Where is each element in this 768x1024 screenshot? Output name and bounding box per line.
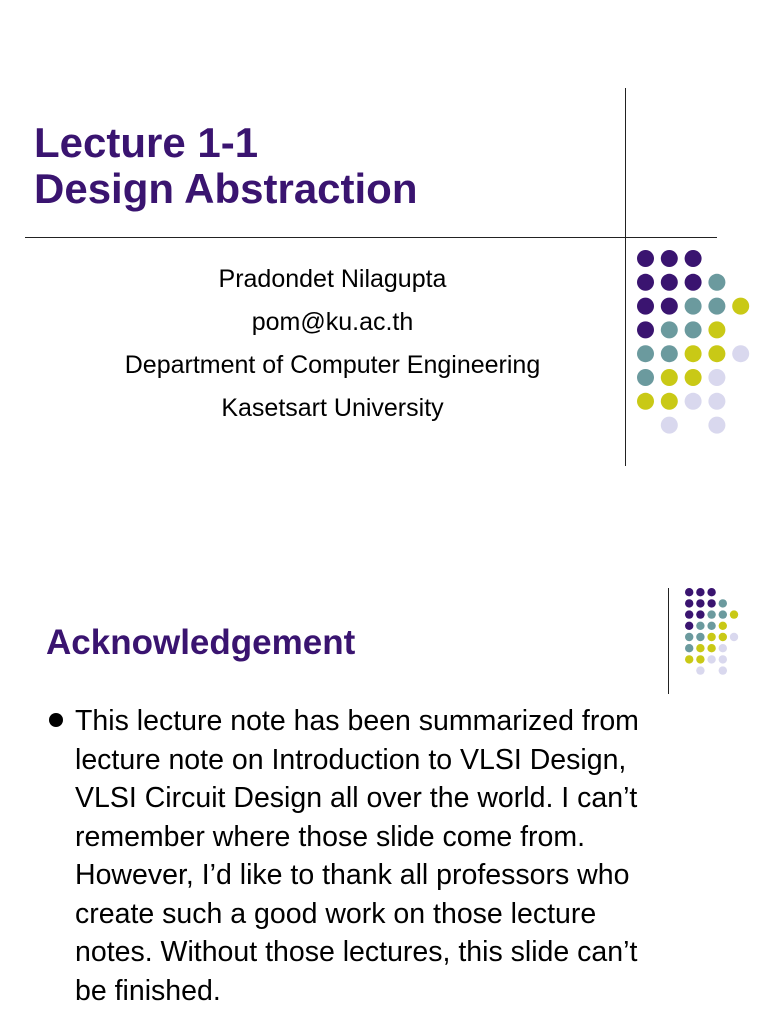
decorative-dot: [685, 321, 702, 338]
university-name: Kasetsart University: [221, 394, 444, 422]
decorative-dot: [719, 633, 727, 641]
decorative-dot: [708, 321, 725, 338]
bullet-list: [46, 702, 746, 1010]
decorative-dot: [661, 250, 678, 267]
title-line-1: Lecture 1-1: [34, 119, 259, 166]
decorative-dot: [730, 633, 738, 641]
decorative-dot: [719, 644, 727, 652]
decorative-dot: [685, 644, 693, 652]
decorative-dot: [685, 588, 693, 596]
decorative-dot: [707, 655, 715, 663]
decorative-dot: [685, 393, 702, 410]
dot-grid-decoration-icon: [684, 587, 751, 676]
slide-heading: Acknowledgement: [46, 623, 356, 662]
department-name: Department of Computer Engineering: [124, 351, 541, 379]
list-item: [46, 702, 746, 1010]
decorative-dot: [685, 369, 702, 386]
dot-grid-decoration-icon: [636, 249, 768, 435]
decorative-dot: [696, 622, 704, 630]
vertical-divider: [668, 588, 669, 694]
decorative-dot: [661, 321, 678, 338]
decorative-dot: [685, 633, 693, 641]
decorative-dot: [685, 274, 702, 291]
decorative-dot: [696, 644, 704, 652]
decorative-dot: [732, 345, 749, 362]
bullet-line: VLSI Circuit Design all over the world. I can’t: [75, 782, 638, 814]
decorative-dot: [637, 321, 654, 338]
decorative-dot: [637, 345, 654, 362]
page-title: [34, 120, 418, 212]
decorative-dot: [685, 599, 693, 607]
slide-acknowledgement: [0, 512, 768, 1024]
decorative-dot: [708, 298, 725, 315]
decorative-dot: [661, 369, 678, 386]
bullet-line: notes. Without those lectures, this slide can’t: [75, 936, 638, 968]
decorative-dot: [719, 622, 727, 630]
decorative-dot: [685, 250, 702, 267]
bullet-line: This lecture note has been summarized from: [75, 705, 639, 737]
decorative-dot: [719, 655, 727, 663]
decorative-dot: [708, 274, 725, 291]
dot-grid-svg: [684, 587, 751, 676]
bullet-line: remember where those slide come from.: [75, 820, 586, 853]
dot-grid-svg: [636, 249, 768, 435]
bullet-line: be finished.: [75, 974, 221, 1007]
decorative-dot: [637, 298, 654, 315]
author-info: [60, 258, 605, 430]
decorative-dot: [708, 345, 725, 362]
decorative-dot: [685, 610, 693, 618]
decorative-dot: [696, 588, 704, 596]
decorative-dot: [637, 250, 654, 267]
bullet-line: create such a good work on those lecture: [75, 897, 597, 930]
decorative-dot: [696, 610, 704, 618]
decorative-dot: [707, 633, 715, 641]
decorative-dot: [696, 633, 704, 641]
decorative-dot: [661, 298, 678, 315]
decorative-dot: [719, 599, 727, 607]
title-line-2: Design Abstraction: [34, 165, 418, 212]
decorative-dot: [707, 610, 715, 618]
decorative-dot: [708, 417, 725, 434]
decorative-dot: [637, 393, 654, 410]
decorative-dot: [661, 274, 678, 291]
decorative-dot: [661, 393, 678, 410]
decorative-dot: [708, 369, 725, 386]
decorative-dot: [719, 666, 727, 674]
vertical-divider: [625, 88, 626, 466]
author-email: pom@ku.ac.th: [251, 308, 414, 336]
bullet-line: lecture note on Introduction to VLSI Design,: [75, 743, 627, 776]
decorative-dot: [707, 644, 715, 652]
decorative-dot: [637, 369, 654, 386]
decorative-dot: [661, 417, 678, 434]
decorative-dot: [707, 588, 715, 596]
decorative-dot: [685, 622, 693, 630]
bullet-dot-icon: [49, 713, 63, 727]
decorative-dot: [685, 655, 693, 663]
bullet-text: [75, 702, 746, 1010]
decorative-dot: [685, 298, 702, 315]
decorative-dot: [707, 622, 715, 630]
decorative-dot: [696, 599, 704, 607]
decorative-dot: [730, 610, 738, 618]
decorative-dot: [637, 274, 654, 291]
bullet-line: However, I’d like to thank all professors who: [75, 859, 630, 891]
decorative-dot: [719, 610, 727, 618]
author-name: Pradondet Nilagupta: [218, 265, 447, 293]
decorative-dot: [696, 666, 704, 674]
decorative-dot: [708, 393, 725, 410]
decorative-dot: [732, 298, 749, 315]
decorative-dot: [661, 345, 678, 362]
decorative-dot: [685, 345, 702, 362]
decorative-dot: [707, 599, 715, 607]
decorative-dot: [696, 655, 704, 663]
horizontal-divider: [25, 237, 717, 238]
